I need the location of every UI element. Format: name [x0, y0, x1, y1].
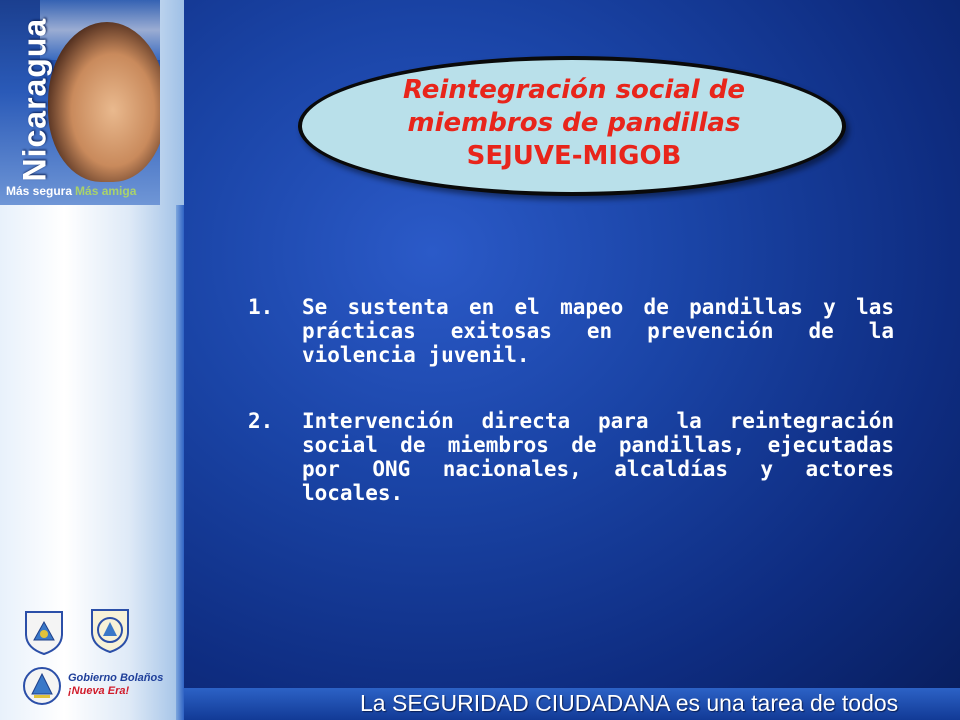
list-item-text: Se sustenta en el mapeo de pandillas y las prácticas exitosas en prevención de la violencia juvenil. — [302, 295, 894, 367]
tagline-part2: Más amiga — [75, 184, 137, 198]
list-item-number: 1. — [248, 295, 274, 319]
list-item-number: 2. — [248, 409, 274, 433]
title-line2: miembros de pandillas — [407, 108, 741, 138]
list-item — [248, 295, 894, 367]
list-item-text: Intervención directa para la reintegración social de miembros de pandillas, ejecutadas por ONG nacionales, alcaldías y actores locales. — [302, 409, 894, 505]
ministry-shield-icon — [22, 608, 66, 656]
campaign-photo — [48, 22, 160, 182]
tagline-part1: Más segura — [6, 184, 73, 198]
slide-title — [300, 74, 848, 173]
campaign-banner — [0, 0, 160, 205]
footer-slogan: La SEGURIDAD CIUDADANA es una tarea de todos — [360, 690, 899, 716]
national-seal-icon — [22, 664, 62, 708]
government-line2: ¡Nueva Era! — [68, 685, 130, 697]
police-shield-icon — [88, 606, 132, 654]
government-label — [68, 672, 163, 698]
sidebar-edge — [176, 205, 184, 720]
country-name: Nicaragua — [16, 17, 53, 182]
government-line1: Gobierno Bolaños — [68, 672, 164, 684]
title-line3: SEJUVE-MIGOB — [466, 141, 682, 171]
campaign-tagline — [6, 184, 136, 198]
list-item — [248, 409, 894, 505]
title-line1: Reintegración social de — [403, 75, 745, 105]
numbered-list — [248, 295, 894, 547]
